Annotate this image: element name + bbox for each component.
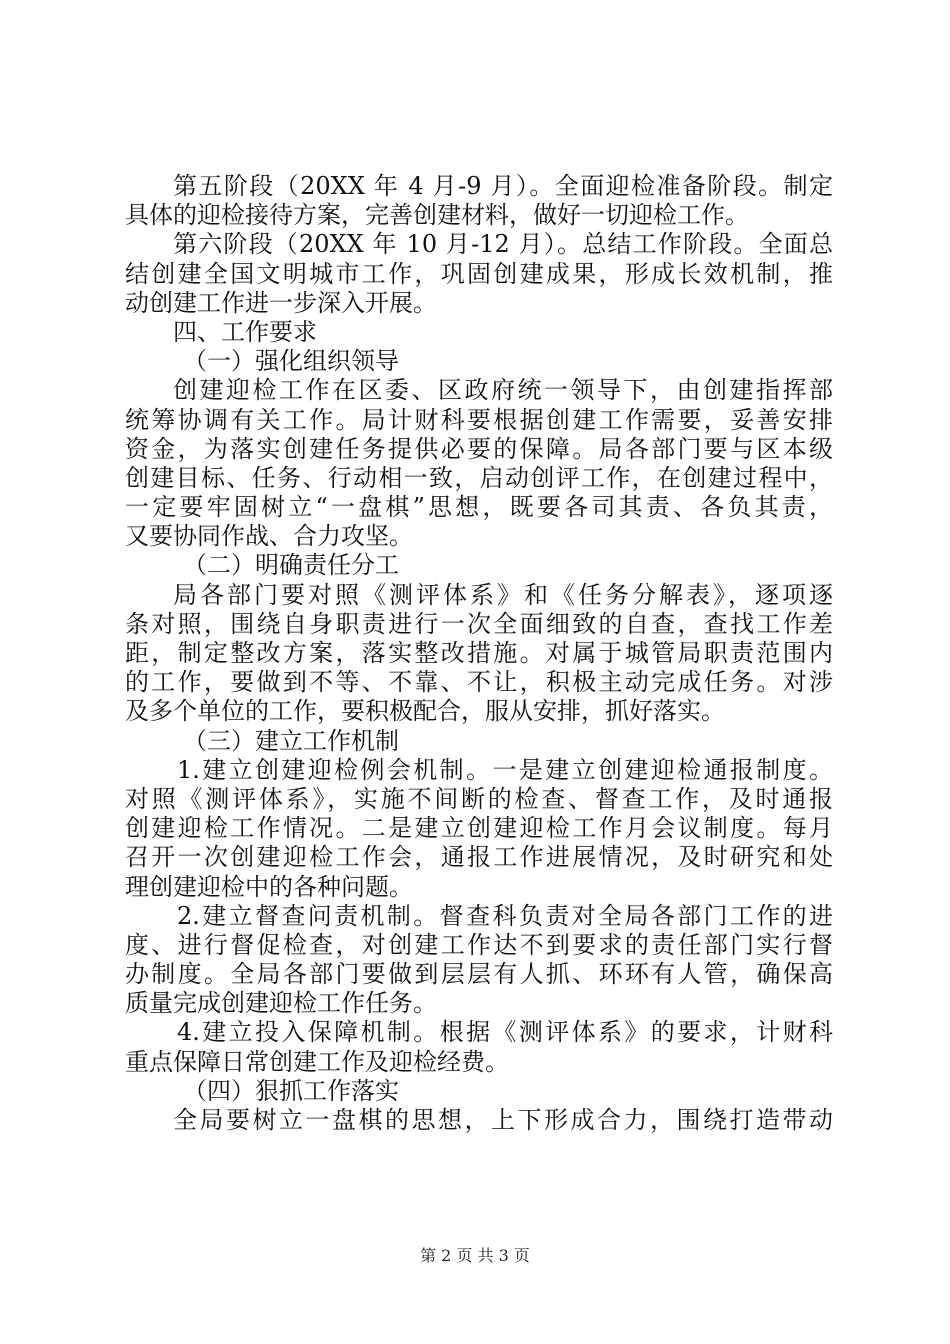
text-line: 统筹协调有关工作。局计财科要根据创建工作需要，妥善安排	[125, 405, 833, 434]
text-line: 距，制定整改方案，落实整改措施。对属于城管局职责范围内	[125, 639, 833, 667]
text-line: 质量完成创建迎检工作任务。	[125, 989, 437, 1018]
text-line: 度、进行督促检查，对创建工作达不到要求的责任部门实行督	[125, 930, 833, 959]
text-line: 第六阶段（20XX 年 10 月-12 月）。总结工作阶段。全面总	[173, 230, 833, 259]
text-line: 对照《测评体系》，实施不间断的检查、督查工作，及时通报	[125, 784, 833, 813]
text-line: 1.建立创建迎检例会机制。一是建立创建迎检通报制度。	[177, 755, 833, 784]
text-line: 局各部门要对照《测评体系》和《任务分解表》，逐项逐	[173, 580, 833, 609]
document-body	[125, 172, 833, 1135]
text-line: 办制度。全局各部门要做到层层有人抓、环环有人管，确保高	[125, 960, 833, 989]
text-line: 条对照，围绕自身职责进行一次全面细致的自查，查找工作差	[125, 609, 833, 638]
text-line: （三）建立工作机制	[183, 726, 399, 755]
text-line: （二）明确责任分工	[183, 551, 399, 580]
text-line: 召开一次创建迎检工作会，通报工作进展情况，及时研究和处	[125, 843, 833, 872]
text-line: 理创建迎检中的各种问题。	[125, 872, 413, 901]
text-line: 又要协同作战、合力攻坚。	[125, 522, 413, 551]
text-line: 创建迎检工作在区委、区政府统一领导下，由创建指挥部	[173, 376, 833, 405]
text-line: 资金，为落实创建任务提供必要的保障。局各部门要与区本级	[125, 434, 833, 463]
text-line: 创建目标、任务、行动相一致，启动创评工作，在创建过程中，	[125, 463, 833, 492]
text-line: 的工作，要做到不等、不靠、不让，积极主动完成任务。对涉	[125, 668, 833, 697]
page-footer: 第 2 页 共 3 页	[420, 1246, 530, 1265]
text-line: （四）狠抓工作落实	[183, 1076, 399, 1105]
text-line: 及多个单位的工作，要积极配合，服从安排，抓好落实。	[125, 697, 725, 726]
text-line: 一定要牢固树立“一盘棋”思想，既要各司其责、各负其责，	[125, 493, 833, 522]
text-line: 动创建工作进一步深入开展。	[125, 288, 437, 317]
text-line: 创建迎检工作情况。二是建立创建迎检工作月会议制度。每月	[125, 814, 833, 843]
text-line: （一）强化组织领导	[183, 347, 399, 376]
text-line: 全局要树立一盘棋的思想，上下形成合力，围绕打造带动	[173, 1106, 833, 1134]
text-line: 第五阶段（20XX 年 4 月-9 月）。全面迎检准备阶段。制定	[173, 172, 833, 200]
text-line: 4.建立投入保障机制。根据《测评体系》的要求，计财科	[177, 1018, 833, 1047]
text-line: 四、工作要求	[173, 317, 317, 346]
text-line: 具体的迎检接待方案，完善创建材料，做好一切迎检工作。	[125, 201, 749, 230]
text-line: 2.建立督查问责机制。督查科负责对全局各部门工作的进	[177, 901, 833, 930]
text-line: 结创建全国文明城市工作，巩固创建成果，形成长效机制，推	[125, 259, 833, 288]
text-line: 重点保障日常创建工作及迎检经费。	[125, 1047, 509, 1076]
